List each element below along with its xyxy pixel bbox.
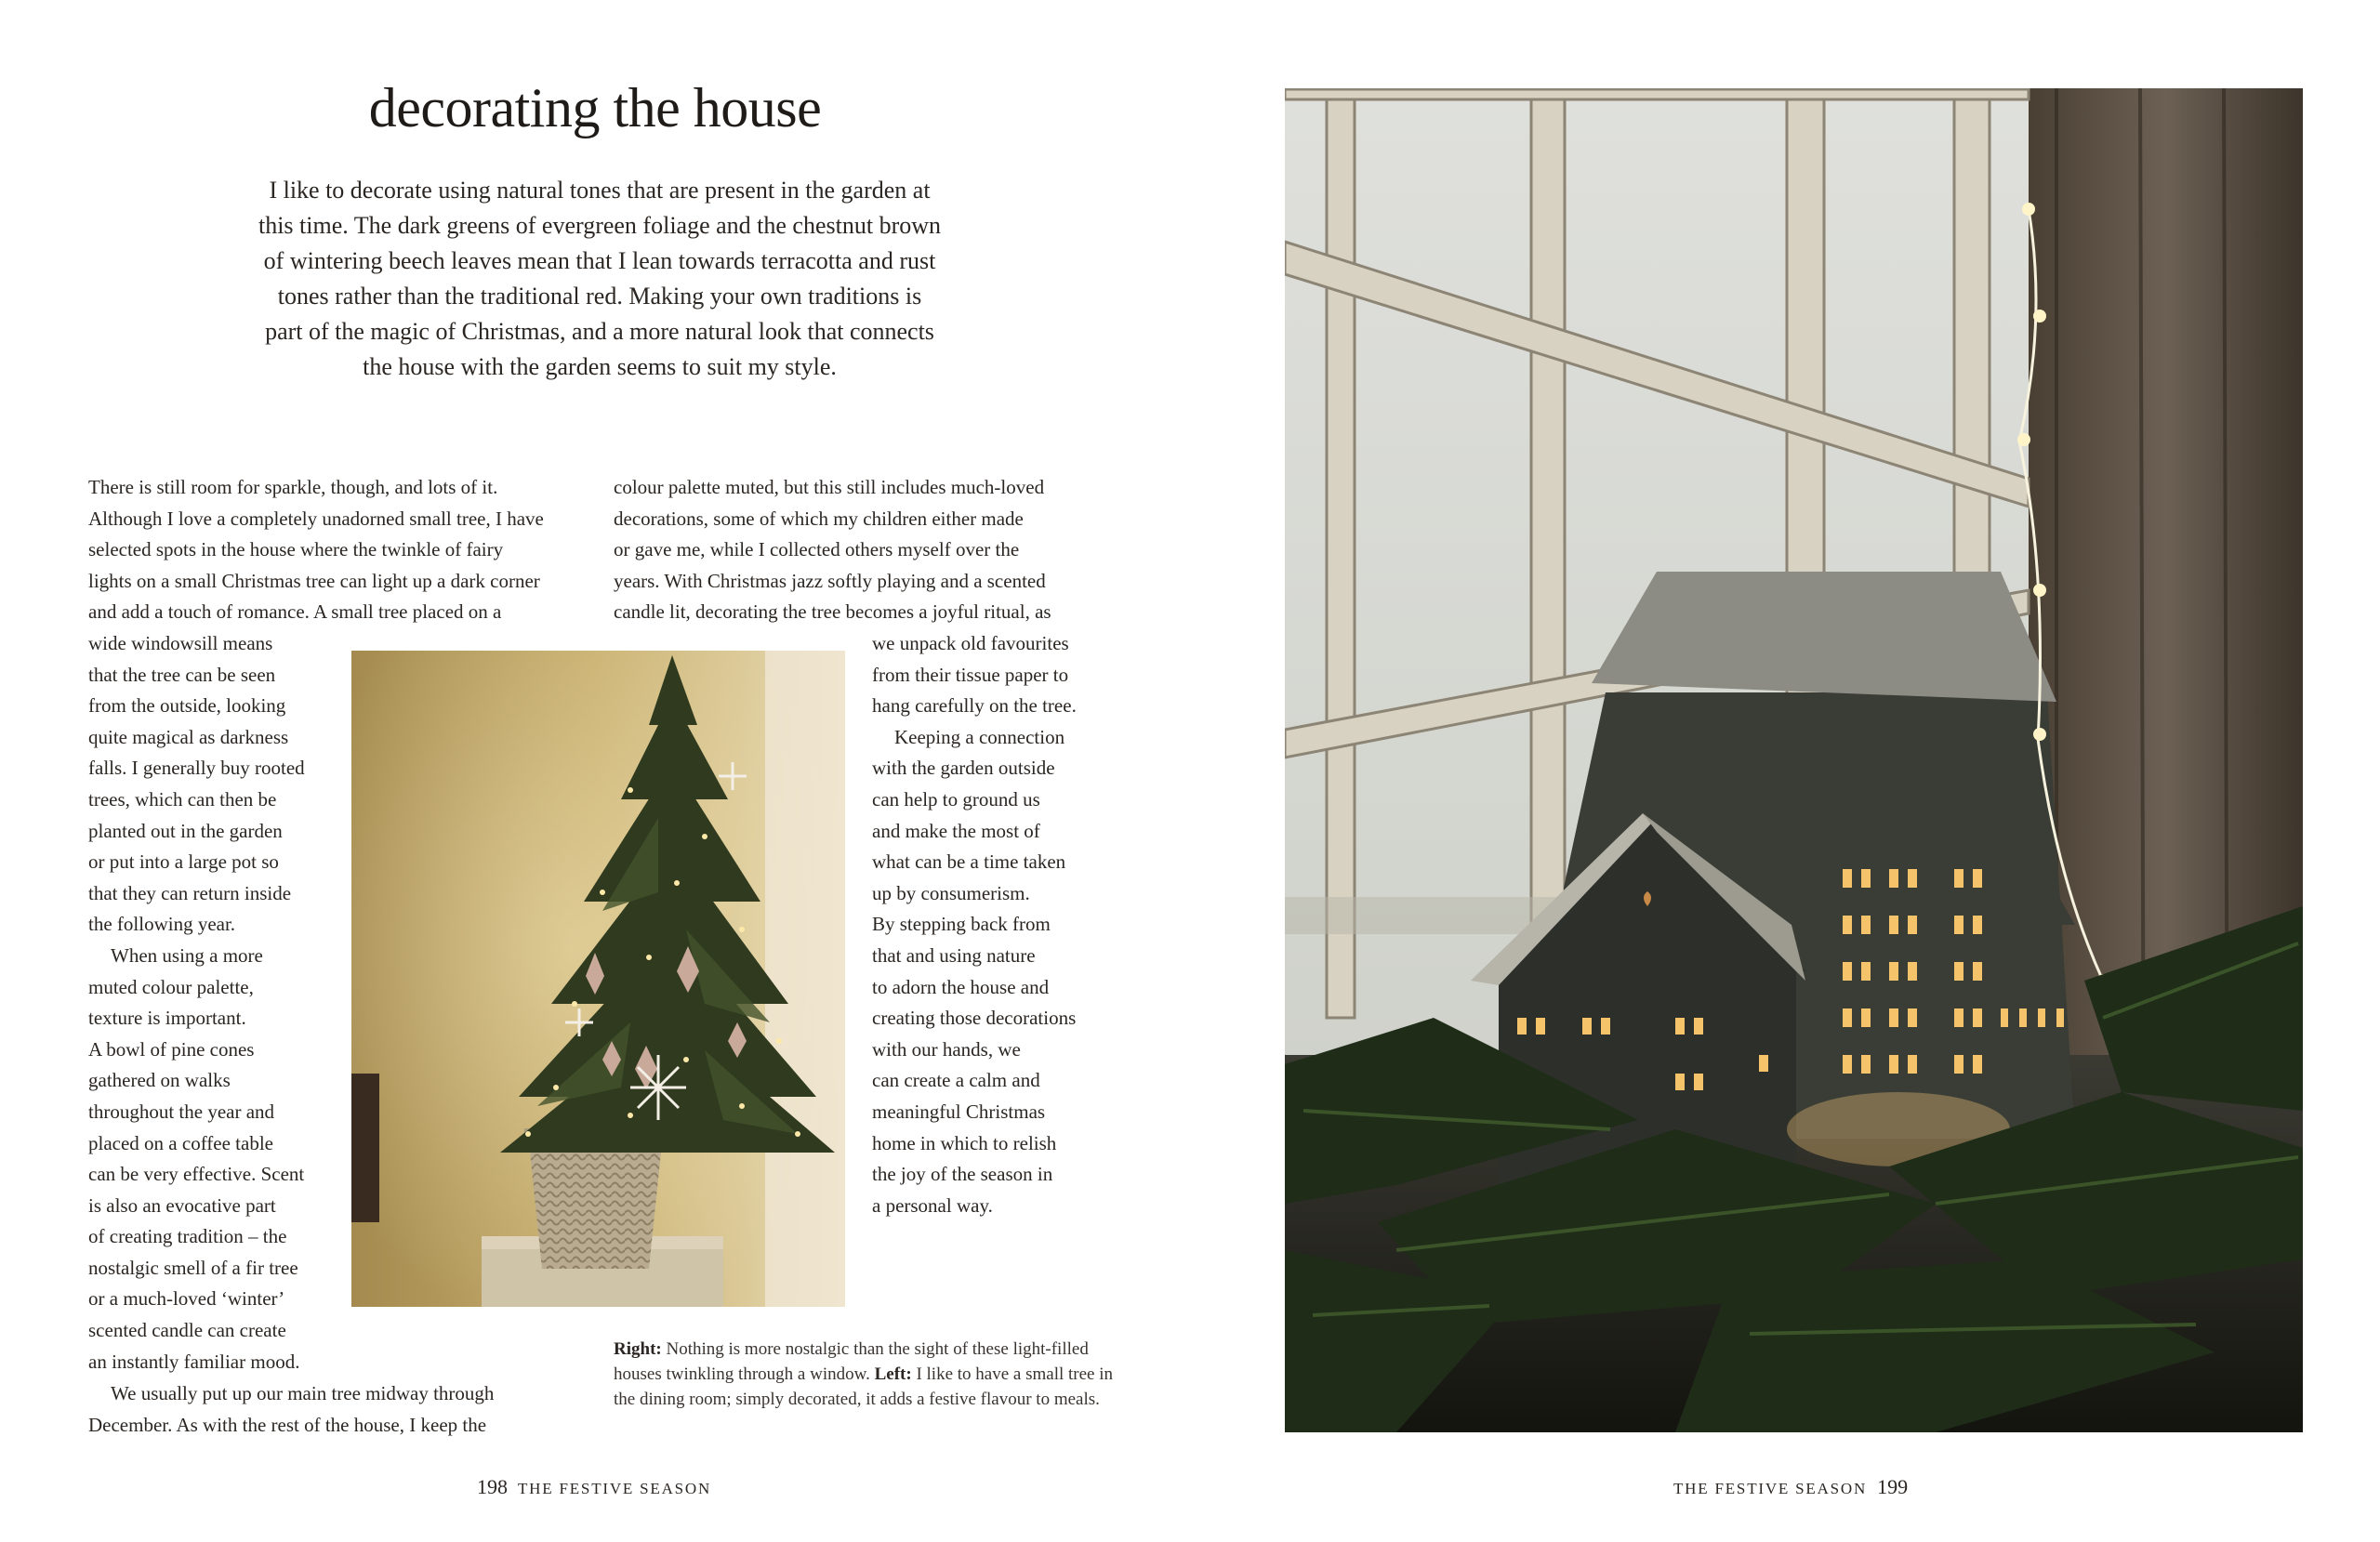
body-line: from their tissue paper to [872, 663, 1069, 686]
body-line: the joy of the season in [872, 1163, 1053, 1186]
caption-right-text: Nothing is more nostalgic than the sight of these light-filled houses twinkling through a window. [614, 1339, 1089, 1384]
body-line: wide windowsill means [88, 632, 273, 654]
body-line: can be very effective. Scent [88, 1163, 305, 1186]
body-line: falls. I generally buy rooted [88, 757, 305, 780]
body-line: hang carefully on the tree. [872, 694, 1077, 718]
body-line: an instantly familiar mood. [88, 1350, 300, 1373]
body-line: throughout the year and [88, 1100, 275, 1123]
body-line: can create a calm and [872, 1069, 1040, 1092]
body-line: can help to ground us [872, 787, 1040, 811]
body-line: lights on a small Christmas tree can light up a dark corner [88, 569, 540, 592]
body-line: scented candle can create [88, 1319, 286, 1342]
intro-line: the house with the garden seems to suit my style. [363, 353, 837, 380]
body-line: planted out in the garden [88, 819, 283, 842]
body-column-right-narrow [872, 628, 1077, 1221]
body-line: what can be a time taken [872, 850, 1066, 874]
caption-right-label: Right: [614, 1339, 662, 1359]
body-line: and add a touch of romance. A small tree placed on a [88, 600, 502, 624]
body-line: placed on a coffee table [88, 1131, 273, 1154]
body-line: quite magical as darkness [88, 725, 289, 748]
body-line: years. With Christmas jazz softly playing and a scented [614, 569, 1046, 592]
body-line: candle lit, decorating the tree becomes a joyful ritual, as [614, 600, 1051, 624]
body-line: By stepping back from [872, 913, 1051, 936]
body-line: the following year. [88, 913, 236, 936]
intro-line: I like to decorate using natural tones that are present in the garden at [269, 177, 931, 204]
intro-paragraph [232, 173, 967, 385]
body-line: or gave me, while I collected others myself over the [614, 538, 1020, 561]
body-line: up by consumerism. [872, 881, 1030, 904]
body-line: or a much-loved ‘winter’ [88, 1287, 285, 1311]
body-line: When using a more [111, 943, 263, 967]
body-line: selected spots in the house where the twinkle of fairy [88, 538, 504, 561]
body-line: colour palette muted, but this still includes much-loved [614, 476, 1045, 498]
body-line: we unpack old favourites [872, 632, 1069, 654]
body-line: and make the most of [872, 819, 1040, 842]
body-column-left-top [88, 472, 544, 628]
body-line: of creating tradition – the [88, 1225, 287, 1248]
running-head-left: THE FESTIVE SEASON [518, 1480, 712, 1497]
body-line: home in which to relish [872, 1131, 1057, 1154]
body-line: We usually put up our main tree midway through [111, 1382, 495, 1404]
body-line: creating those decorations [872, 1007, 1077, 1030]
intro-line: part of the magic of Christmas, and a more natural look that connects [265, 318, 934, 345]
body-column-left-bottom [88, 1378, 494, 1441]
caption-left-text: I like to have a small tree in the dining room; simply decorated, it adds a festive flavour to meals. [614, 1364, 1113, 1409]
body-line: from the outside, looking [88, 694, 286, 718]
photo-caption [614, 1337, 1116, 1412]
page-number-left: 198 [477, 1475, 508, 1498]
body-line: nostalgic smell of a fir tree [88, 1256, 298, 1279]
body-line: to adorn the house and [872, 975, 1050, 998]
body-line: December. As with the rest of the house, I keep the [88, 1413, 487, 1436]
body-line: Although I love a completely unadorned small tree, I have [88, 507, 544, 530]
body-column-left-narrow [88, 628, 305, 1377]
body-line: that the tree can be seen [88, 663, 276, 686]
caption-left-label: Left: [874, 1364, 912, 1384]
intro-line: of wintering beech leaves mean that I lean towards terracotta and rust [263, 247, 936, 274]
body-line: is also an evocative part [88, 1193, 276, 1217]
lantern-houses-photo [1285, 88, 2303, 1432]
body-column-right-top [614, 472, 1051, 628]
body-line: There is still room for sparkle, though, and lots of it. [88, 476, 498, 498]
body-line: that and using nature [872, 943, 1036, 967]
page-title: decorating the house [368, 77, 822, 138]
body-line: or put into a large pot so [88, 850, 279, 874]
body-line: meaningful Christmas [872, 1100, 1046, 1123]
running-head-right: THE FESTIVE SEASON [1673, 1480, 1868, 1497]
christmas-tree-photo [351, 651, 845, 1307]
body-line: decorations, some of which my children either made [614, 507, 1024, 530]
folio-right [1673, 1475, 1908, 1499]
body-line: texture is important. [88, 1007, 246, 1030]
body-line: Keeping a connection [894, 725, 1065, 748]
body-line: that they can return inside [88, 881, 292, 904]
body-line: muted colour palette, [88, 975, 254, 998]
body-line: gathered on walks [88, 1069, 231, 1092]
body-line: with our hands, we [872, 1037, 1021, 1061]
intro-line: tones rather than the traditional red. Making your own traditions is [277, 283, 922, 310]
body-line: trees, which can then be [88, 787, 277, 811]
intro-line: this time. The dark greens of evergreen foliage and the chestnut brown [258, 212, 942, 239]
folio-left [477, 1475, 711, 1499]
body-line: with the garden outside [872, 757, 1055, 780]
page-number-right: 199 [1877, 1475, 1909, 1498]
body-line: A bowl of pine cones [88, 1037, 255, 1061]
body-line: a personal way. [872, 1193, 993, 1217]
